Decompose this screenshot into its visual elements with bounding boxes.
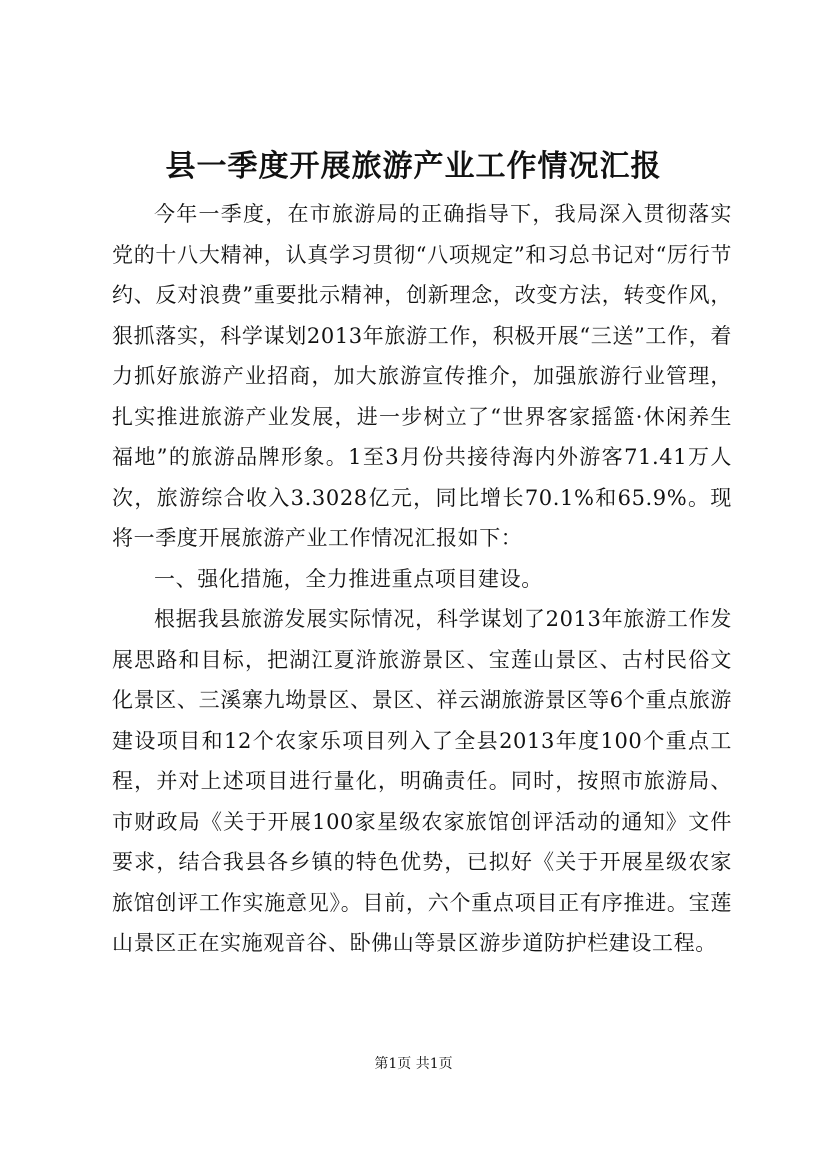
section-paragraph: 根据我县旅游发展实际情况，科学谋划了2013年旅游工作发展思路和目标，把湖江夏浒旅游景区、宝莲山景区、古村民俗文化景区、三溪寨九坳景区、景区、祥云湖旅游景区等6个重点旅游建设项目和12个农家乐项目列入了全县2013年度100个重点工程，并对上述项目进行量化，明确责任。同时，按照市旅游局、市财政局《关于开展100家星级农家旅馆创评活动的通知》文件要求，结合我县各乡镇的特色优势，已拟好《关于开展星级农家旅馆创评工作实施意见》。目前，六个重点项目正有序推进。宝莲山景区正在实施观音谷、卧佛山等景区游步道防护栏建设工程。: [112, 607, 732, 955]
section-heading: 一、强化措施，全力推进重点项目建设。: [154, 566, 543, 591]
intro-paragraph: 今年一季度，在市旅游局的正确指导下，我局深入贯彻落实党的十八大精神，认真学习贯彻“八项规定”和习总书记对“厉行节约、反对浪费”重要批示精神，创新理念，改变方法，转变作风，狠抓落实，科学谋划2013年旅游工作，积极开展“三送”工作，着力抓好旅游产业招商，加大旅游宣传推介，加强旅游行业管理，扎实推进旅游产业发展，进一步树立了“世界客家摇篮·休闲养生福地”的旅游品牌形象。1至3月份共接待海内外游客71.41万人次，旅游综合收入3.3028亿元，同比增长70.1%和65.9%。现将一季度开展旅游产业工作情况汇报如下：: [112, 202, 732, 550]
page-footer: 第1页 共1页: [374, 1056, 453, 1072]
document-body: [112, 194, 732, 964]
document-title: 县一季度开展旅游产业工作情况汇报: [165, 149, 662, 184]
